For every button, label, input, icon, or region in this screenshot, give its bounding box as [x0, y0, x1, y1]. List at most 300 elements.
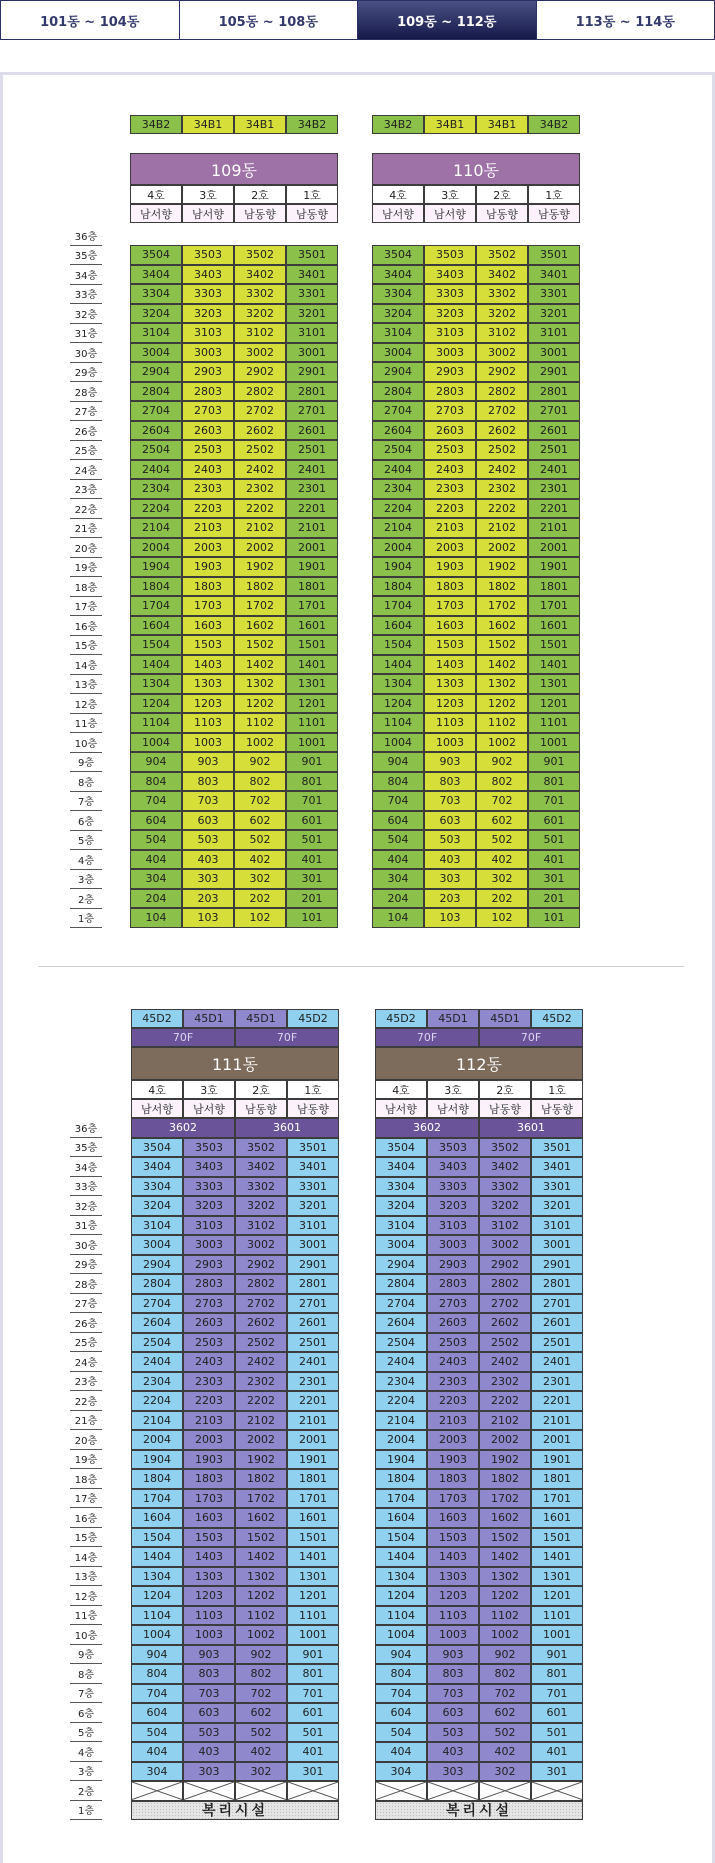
unit-cell: 1701 — [528, 596, 580, 616]
unit-cell: 1803 — [182, 577, 234, 597]
unit-cell: 1304 — [375, 1567, 427, 1587]
unit-cell: 1204 — [375, 1586, 427, 1606]
unit-cell: 2603 — [183, 1313, 235, 1333]
unit-cell: 1904 — [372, 557, 424, 577]
floor-label: 20층 — [70, 1430, 102, 1450]
floor-label: 36층 — [70, 226, 102, 246]
unit-cell: 2501 — [286, 440, 338, 460]
unit-cell: 802 — [235, 1664, 287, 1684]
cross-icon — [288, 1782, 338, 1800]
unit-cell: 1801 — [531, 1469, 583, 1489]
unit-cell: 601 — [528, 811, 580, 831]
unit-cell: 601 — [286, 811, 338, 831]
unit-cell: 2301 — [286, 479, 338, 499]
unit-cell: 1001 — [286, 733, 338, 753]
floor-label: 28층 — [70, 382, 102, 402]
unit-cell: 1804 — [375, 1469, 427, 1489]
floor-label: 19층 — [70, 558, 102, 578]
unit-cell: 1702 — [476, 596, 528, 616]
unit-cell: 602 — [235, 1703, 287, 1723]
unit-cell: 1404 — [372, 655, 424, 675]
unit-type-label: 34B1 — [182, 115, 234, 134]
unit-cell: 3301 — [531, 1177, 583, 1197]
unit-cell: 2904 — [375, 1255, 427, 1275]
unit-cell: 2602 — [476, 421, 528, 441]
floor-label: 11층 — [70, 714, 102, 734]
unit-cell: 2502 — [235, 1333, 287, 1353]
unit-cell: 1101 — [287, 1606, 339, 1626]
unit-cell: 1302 — [479, 1567, 531, 1587]
unit-cell: 3003 — [427, 1235, 479, 1255]
unit-cell: 2404 — [372, 460, 424, 480]
unit-cell: 1602 — [479, 1508, 531, 1528]
floor-label: 12층 — [70, 694, 102, 714]
unit-type-label: 45D1 — [427, 1009, 479, 1028]
unit-cell: 2501 — [531, 1333, 583, 1353]
unit-cell: 3503 — [182, 245, 234, 265]
unit-cell: 604 — [130, 811, 182, 831]
penthouse-label: 70F — [235, 1028, 339, 1047]
unit-cell: 102 — [234, 908, 286, 928]
unit-cell: 3501 — [286, 245, 338, 265]
floor-label: 15층 — [70, 636, 102, 656]
floor-label: 30층 — [70, 343, 102, 363]
unit-cell: 1502 — [234, 635, 286, 655]
unit-cell: 3204 — [375, 1196, 427, 1216]
unit-cell: 2102 — [235, 1411, 287, 1431]
direction-label: 남서향 — [130, 204, 182, 223]
unit-cell: 2403 — [424, 460, 476, 480]
unit-cell: 2804 — [131, 1274, 183, 1294]
unit-cell: 3101 — [528, 323, 580, 343]
tab-101-104[interactable]: 101동 ~ 104동 — [0, 0, 180, 40]
unit-cell: 3404 — [372, 265, 424, 285]
unit-cell: 3302 — [235, 1177, 287, 1197]
empty-unit-cell — [427, 1781, 479, 1801]
unit-cell: 1901 — [528, 557, 580, 577]
unit-cell: 3102 — [234, 323, 286, 343]
floor-label: 34층 — [70, 1157, 102, 1177]
unit-cell: 3301 — [287, 1177, 339, 1197]
direction-label: 남서향 — [183, 1099, 235, 1118]
unit-cell: 1801 — [528, 577, 580, 597]
top-floor-unit: 3601 — [235, 1118, 339, 1138]
unit-cell: 3302 — [476, 284, 528, 304]
unit-cell: 1902 — [234, 557, 286, 577]
unit-cell: 1004 — [130, 733, 182, 753]
unit-cell: 3102 — [479, 1216, 531, 1236]
unit-cell: 1502 — [235, 1528, 287, 1548]
unit-cell: 601 — [531, 1703, 583, 1723]
unit-cell: 502 — [479, 1723, 531, 1743]
unit-cell: 901 — [528, 752, 580, 772]
unit-cell: 1603 — [182, 616, 234, 636]
unit-cell: 3201 — [287, 1196, 339, 1216]
unit-cell: 2301 — [287, 1372, 339, 1392]
floor-label: 14층 — [70, 1547, 102, 1567]
unit-cell: 2802 — [479, 1274, 531, 1294]
unit-cell: 1204 — [131, 1586, 183, 1606]
unit-cell: 3302 — [479, 1177, 531, 1197]
unit-cell: 3504 — [375, 1138, 427, 1158]
unit-cell: 1004 — [131, 1625, 183, 1645]
unit-cell: 804 — [375, 1664, 427, 1684]
direction-label: 남동향 — [528, 204, 580, 223]
floor-label: 7층 — [70, 792, 102, 812]
unit-cell: 1302 — [235, 1567, 287, 1587]
unit-type-label: 34B2 — [286, 115, 338, 134]
unit-cell: 402 — [235, 1742, 287, 1762]
unit-cell: 2503 — [183, 1333, 235, 1353]
unit-cell: 1103 — [424, 713, 476, 733]
unit-cell: 403 — [424, 850, 476, 870]
unit-cell: 2201 — [528, 499, 580, 519]
unit-cell: 303 — [424, 869, 476, 889]
unit-cell: 902 — [476, 752, 528, 772]
unit-type-label: 45D1 — [183, 1009, 235, 1028]
unit-cell: 2403 — [182, 460, 234, 480]
unit-cell: 1802 — [476, 577, 528, 597]
unit-cell: 3403 — [427, 1157, 479, 1177]
unit-cell: 404 — [131, 1742, 183, 1762]
unit-cell: 1603 — [424, 616, 476, 636]
floor-label: 11층 — [70, 1606, 102, 1626]
unit-cell: 803 — [427, 1664, 479, 1684]
unit-cell: 3003 — [183, 1235, 235, 1255]
unit-cell: 3104 — [372, 323, 424, 343]
floor-label: 30층 — [70, 1235, 102, 1255]
floor-label: 31층 — [70, 324, 102, 344]
unit-cell: 1402 — [235, 1547, 287, 1567]
tab-109-112[interactable]: 109동 ~ 112동 — [358, 0, 537, 40]
unit-cell: 802 — [234, 772, 286, 792]
unit-cell: 1604 — [130, 616, 182, 636]
unit-cell: 2003 — [427, 1430, 479, 1450]
unit-cell: 1003 — [183, 1625, 235, 1645]
floor-label: 25층 — [70, 1333, 102, 1353]
unit-cell: 1702 — [235, 1489, 287, 1509]
unit-cell: 2204 — [130, 499, 182, 519]
unit-cell: 3304 — [372, 284, 424, 304]
unit-cell: 3104 — [131, 1216, 183, 1236]
unit-cell: 503 — [427, 1723, 479, 1743]
unit-cell: 3403 — [183, 1157, 235, 1177]
unit-cell: 2703 — [183, 1294, 235, 1314]
unit-cell: 3403 — [424, 265, 476, 285]
unit-cell: 1301 — [531, 1567, 583, 1587]
unit-cell: 903 — [424, 752, 476, 772]
unit-cell: 1602 — [234, 616, 286, 636]
unit-cell: 702 — [234, 791, 286, 811]
unit-cell: 1203 — [427, 1586, 479, 1606]
unit-cell: 501 — [286, 830, 338, 850]
unit-cell: 602 — [479, 1703, 531, 1723]
unit-cell: 801 — [528, 772, 580, 792]
unit-cell: 1701 — [287, 1489, 339, 1509]
unit-number-header: 4호 — [372, 185, 424, 204]
unit-cell: 1703 — [183, 1489, 235, 1509]
unit-cell: 2003 — [183, 1430, 235, 1450]
unit-cell: 802 — [479, 1664, 531, 1684]
unit-cell: 1302 — [234, 674, 286, 694]
unit-cell: 304 — [131, 1762, 183, 1782]
unit-cell: 504 — [372, 830, 424, 850]
unit-cell: 1201 — [528, 694, 580, 714]
floor-label: 32층 — [70, 304, 102, 324]
unit-cell: 304 — [130, 869, 182, 889]
unit-cell: 2104 — [130, 518, 182, 538]
unit-cell: 2401 — [531, 1352, 583, 1372]
direction-label: 남동향 — [531, 1099, 583, 1118]
unit-cell: 1504 — [131, 1528, 183, 1548]
building-name: 112동 — [375, 1047, 583, 1080]
direction-label: 남동향 — [235, 1099, 287, 1118]
unit-cell: 2904 — [372, 362, 424, 382]
unit-cell: 1203 — [182, 694, 234, 714]
unit-cell: 1503 — [424, 635, 476, 655]
unit-cell: 1501 — [531, 1528, 583, 1548]
unit-cell: 2801 — [286, 382, 338, 402]
unit-cell: 2101 — [286, 518, 338, 538]
tab-105-108[interactable]: 105동 ~ 108동 — [180, 0, 359, 40]
unit-cell: 701 — [528, 791, 580, 811]
unit-cell: 2404 — [130, 460, 182, 480]
floor-label: 18층 — [70, 577, 102, 597]
unit-cell: 1702 — [234, 596, 286, 616]
direction-label: 남동향 — [476, 204, 528, 223]
empty-unit-cell — [479, 1781, 531, 1801]
unit-cell: 1501 — [286, 635, 338, 655]
unit-cell: 703 — [183, 1684, 235, 1704]
unit-cell: 3203 — [183, 1196, 235, 1216]
unit-cell: 703 — [427, 1684, 479, 1704]
unit-cell: 1201 — [531, 1586, 583, 1606]
floor-label: 33층 — [70, 285, 102, 305]
unit-cell: 2202 — [235, 1391, 287, 1411]
unit-cell: 1603 — [427, 1508, 479, 1528]
unit-cell: 1403 — [424, 655, 476, 675]
unit-number-header: 3호 — [182, 185, 234, 204]
unit-cell: 3502 — [476, 245, 528, 265]
direction-label: 남동향 — [287, 1099, 339, 1118]
unit-cell: 1503 — [427, 1528, 479, 1548]
unit-cell: 2901 — [286, 362, 338, 382]
unit-cell: 2004 — [130, 538, 182, 558]
floor-label: 34층 — [70, 265, 102, 285]
unit-cell: 1402 — [234, 655, 286, 675]
unit-cell: 402 — [476, 850, 528, 870]
unit-cell: 2604 — [372, 421, 424, 441]
unit-cell: 2304 — [372, 479, 424, 499]
unit-cell: 2002 — [479, 1430, 531, 1450]
top-floor-unit: 3602 — [131, 1118, 235, 1138]
unit-cell: 304 — [372, 869, 424, 889]
unit-cell: 2504 — [375, 1333, 427, 1353]
unit-cell: 3502 — [235, 1138, 287, 1158]
unit-cell: 2702 — [235, 1294, 287, 1314]
unit-cell: 104 — [372, 908, 424, 928]
unit-cell: 1401 — [286, 655, 338, 675]
floor-label: 10층 — [70, 733, 102, 753]
unit-cell: 3004 — [131, 1235, 183, 1255]
unit-cell: 2202 — [476, 499, 528, 519]
unit-cell: 201 — [286, 889, 338, 909]
unit-type-label: 34B2 — [528, 115, 580, 134]
unit-cell: 1801 — [286, 577, 338, 597]
tab-113-114[interactable]: 113동 ~ 114동 — [537, 0, 715, 40]
unit-cell: 401 — [531, 1742, 583, 1762]
direction-label: 남서향 — [182, 204, 234, 223]
unit-cell: 2604 — [375, 1313, 427, 1333]
unit-cell: 1202 — [235, 1586, 287, 1606]
floor-label: 35층 — [70, 1138, 102, 1158]
floor-label: 13층 — [70, 1567, 102, 1587]
unit-cell: 2101 — [287, 1411, 339, 1431]
unit-cell: 2102 — [479, 1411, 531, 1431]
unit-cell: 2102 — [234, 518, 286, 538]
unit-cell: 2501 — [287, 1333, 339, 1353]
unit-cell: 2603 — [424, 421, 476, 441]
unit-cell: 3201 — [528, 304, 580, 324]
unit-cell: 2601 — [287, 1313, 339, 1333]
unit-cell: 1504 — [375, 1528, 427, 1548]
unit-cell: 902 — [235, 1645, 287, 1665]
unit-cell: 403 — [183, 1742, 235, 1762]
unit-cell: 3401 — [531, 1157, 583, 1177]
unit-cell: 3404 — [375, 1157, 427, 1177]
unit-cell: 902 — [234, 752, 286, 772]
unit-cell: 2903 — [183, 1255, 235, 1275]
unit-cell: 1703 — [424, 596, 476, 616]
unit-cell: 3203 — [182, 304, 234, 324]
floor-label: 20층 — [70, 538, 102, 558]
unit-cell: 2204 — [372, 499, 424, 519]
unit-cell: 2504 — [372, 440, 424, 460]
unit-cell: 1902 — [479, 1450, 531, 1470]
unit-number-header: 1호 — [528, 185, 580, 204]
unit-cell: 502 — [476, 830, 528, 850]
unit-cell: 3402 — [234, 265, 286, 285]
unit-cell: 3401 — [528, 265, 580, 285]
unit-cell: 1701 — [286, 596, 338, 616]
unit-cell: 1901 — [287, 1450, 339, 1470]
unit-cell: 1104 — [372, 713, 424, 733]
unit-cell: 103 — [182, 908, 234, 928]
floor-label: 3층 — [70, 870, 102, 890]
floor-label: 25층 — [70, 441, 102, 461]
unit-cell: 1904 — [131, 1450, 183, 1470]
unit-cell: 2503 — [427, 1333, 479, 1353]
unit-cell: 904 — [131, 1645, 183, 1665]
unit-cell: 402 — [234, 850, 286, 870]
unit-cell: 1002 — [479, 1625, 531, 1645]
unit-cell: 3002 — [476, 343, 528, 363]
unit-cell: 302 — [479, 1762, 531, 1782]
empty-unit-cell — [531, 1781, 583, 1801]
unit-cell: 3101 — [286, 323, 338, 343]
unit-cell: 302 — [234, 869, 286, 889]
unit-cell: 1902 — [235, 1450, 287, 1470]
unit-cell: 502 — [234, 830, 286, 850]
unit-number-header: 4호 — [131, 1080, 183, 1099]
unit-cell: 3401 — [286, 265, 338, 285]
unit-cell: 2601 — [528, 421, 580, 441]
unit-cell: 2601 — [531, 1313, 583, 1333]
floor-label: 13층 — [70, 675, 102, 695]
unit-cell: 2102 — [476, 518, 528, 538]
unit-cell: 1804 — [130, 577, 182, 597]
unit-cell: 3303 — [427, 1177, 479, 1197]
unit-cell: 3204 — [130, 304, 182, 324]
unit-cell: 3304 — [131, 1177, 183, 1197]
unit-cell: 2504 — [130, 440, 182, 460]
unit-cell: 2604 — [131, 1313, 183, 1333]
unit-cell: 3101 — [287, 1216, 339, 1236]
unit-cell: 2304 — [130, 479, 182, 499]
unit-cell: 2402 — [235, 1352, 287, 1372]
unit-cell: 1802 — [234, 577, 286, 597]
unit-cell: 3301 — [286, 284, 338, 304]
unit-cell: 2001 — [286, 538, 338, 558]
unit-cell: 1704 — [372, 596, 424, 616]
floor-label: 1층 — [70, 909, 102, 929]
unit-cell: 1101 — [531, 1606, 583, 1626]
unit-cell: 1102 — [234, 713, 286, 733]
unit-cell: 2103 — [182, 518, 234, 538]
unit-cell: 202 — [234, 889, 286, 909]
unit-cell: 2201 — [531, 1391, 583, 1411]
unit-cell: 503 — [424, 830, 476, 850]
unit-cell: 1103 — [182, 713, 234, 733]
unit-cell: 3501 — [528, 245, 580, 265]
unit-cell: 204 — [372, 889, 424, 909]
unit-cell: 2503 — [182, 440, 234, 460]
floor-label: 19층 — [70, 1450, 102, 1470]
unit-cell: 1203 — [183, 1586, 235, 1606]
penthouse-label: 70F — [131, 1028, 235, 1047]
unit-cell: 3204 — [372, 304, 424, 324]
unit-cell: 1102 — [476, 713, 528, 733]
floor-label: 17층 — [70, 1489, 102, 1509]
unit-cell: 3004 — [130, 343, 182, 363]
unit-cell: 401 — [528, 850, 580, 870]
unit-cell: 2004 — [372, 538, 424, 558]
floor-label: 12층 — [70, 1586, 102, 1606]
unit-cell: 501 — [287, 1723, 339, 1743]
direction-label: 남서향 — [131, 1099, 183, 1118]
unit-cell: 2502 — [476, 440, 528, 460]
unit-cell: 3302 — [234, 284, 286, 304]
floor-label: 10층 — [70, 1625, 102, 1645]
direction-label: 남동향 — [286, 204, 338, 223]
unit-cell: 202 — [476, 889, 528, 909]
unit-cell: 501 — [528, 830, 580, 850]
unit-cell: 301 — [531, 1762, 583, 1782]
unit-cell: 3501 — [531, 1138, 583, 1158]
unit-cell: 2603 — [427, 1313, 479, 1333]
empty-unit-cell — [287, 1781, 339, 1801]
unit-number-header: 3호 — [427, 1080, 479, 1099]
unit-cell: 2501 — [528, 440, 580, 460]
building-name: 110동 — [372, 153, 580, 185]
unit-cell: 3001 — [531, 1235, 583, 1255]
unit-cell: 801 — [286, 772, 338, 792]
unit-cell: 602 — [234, 811, 286, 831]
floor-label: 21층 — [70, 1411, 102, 1431]
unit-cell: 203 — [424, 889, 476, 909]
unit-cell: 1903 — [182, 557, 234, 577]
unit-cell: 1203 — [424, 694, 476, 714]
